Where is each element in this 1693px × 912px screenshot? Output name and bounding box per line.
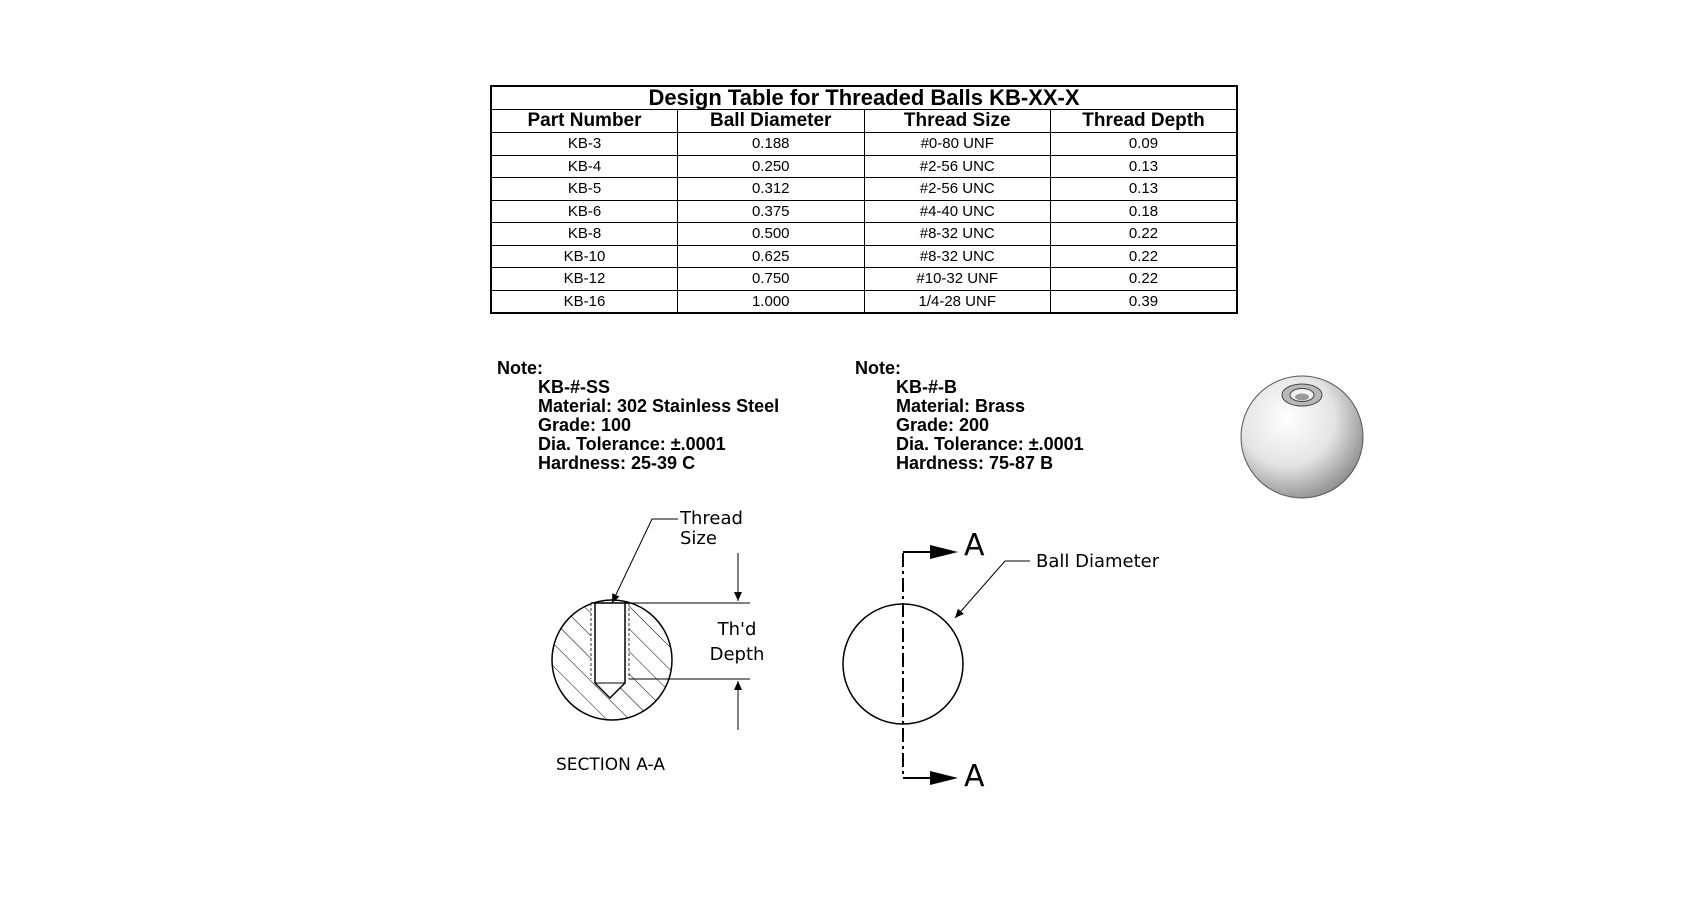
ball-render (1241, 376, 1363, 498)
table-cell: 0.500 (678, 223, 865, 246)
table-cell: KB-6 (491, 200, 678, 223)
note-line: Grade: 100 (538, 415, 632, 435)
table-cell: #2-56 UNC (864, 155, 1051, 178)
note-line: Material: Brass (896, 396, 1026, 416)
table-cell: 0.18 (1051, 200, 1238, 223)
table-cell: #10-32 UNF (864, 268, 1051, 291)
table-cell: KB-3 (491, 133, 678, 156)
table-cell: 0.09 (1051, 133, 1238, 156)
table-cell: 0.375 (678, 200, 865, 223)
ball-diameter-leader (955, 561, 1030, 618)
note-line: KB-#-B (896, 377, 957, 397)
table-cell: 0.312 (678, 178, 865, 201)
note-line: Hardness: 75-87 B (896, 453, 1054, 473)
cut-label-top: A (964, 528, 985, 563)
column-header: Thread Size (864, 110, 1051, 133)
table-cell: KB-10 (491, 245, 678, 268)
depth-label-line2: Depth (709, 644, 765, 665)
thread-size-leader (612, 519, 678, 603)
table-cell: #4-40 UNC (864, 200, 1051, 223)
cut-label-bottom: A (964, 759, 985, 794)
cut-arrow-bottom (930, 771, 958, 785)
table-cell: 0.625 (678, 245, 865, 268)
table-cell: 0.250 (678, 155, 865, 178)
table-title: Design Table for Threaded Balls KB-XX-X (491, 86, 1237, 110)
column-header: Ball Diameter (678, 110, 865, 133)
table-cell: 0.22 (1051, 245, 1238, 268)
thread-size-label-line1: Thread (680, 508, 743, 529)
table-cell: 0.22 (1051, 223, 1238, 246)
depth-label-line1: Th'd (717, 619, 757, 640)
thread-size-label-line2: Size (680, 528, 717, 549)
note-label: Note: (497, 358, 543, 378)
table-cell: 0.39 (1051, 290, 1238, 313)
table-cell: KB-8 (491, 223, 678, 246)
table-cell: 0.188 (678, 133, 865, 156)
table-cell: #8-32 UNC (864, 245, 1051, 268)
table-cell: 0.750 (678, 268, 865, 291)
table-cell: 0.13 (1051, 178, 1238, 201)
column-header: Thread Depth (1051, 110, 1238, 133)
table-cell: 0.13 (1051, 155, 1238, 178)
table-cell: 0.22 (1051, 268, 1238, 291)
note-line: Hardness: 25-39 C (538, 453, 696, 473)
table-cell: #0-80 UNF (864, 133, 1051, 156)
table-cell: 1/4-28 UNF (864, 290, 1051, 313)
table-cell: KB-12 (491, 268, 678, 291)
note-line: Dia. Tolerance: ±.0001 (538, 434, 726, 454)
front-view (843, 528, 1160, 794)
note-line: Material: 302 Stainless Steel (538, 396, 780, 416)
note-line: KB-#-SS (538, 377, 611, 397)
ball-diameter-label: Ball Diameter (1036, 551, 1160, 572)
table-cell: 1.000 (678, 290, 865, 313)
table-cell: #8-32 UNC (864, 223, 1051, 246)
table-cell: KB-4 (491, 155, 678, 178)
column-header: Part Number (491, 110, 678, 133)
section-view (552, 508, 764, 775)
cut-arrow-top (930, 545, 958, 559)
section-label: SECTION A-A (556, 755, 665, 775)
table-cell: KB-5 (491, 178, 678, 201)
note-line: Grade: 200 (896, 415, 990, 435)
table-cell: #2-56 UNC (864, 178, 1051, 201)
note-label: Note: (855, 358, 901, 378)
note-line: Dia. Tolerance: ±.0001 (896, 434, 1084, 454)
table-cell: KB-16 (491, 290, 678, 313)
